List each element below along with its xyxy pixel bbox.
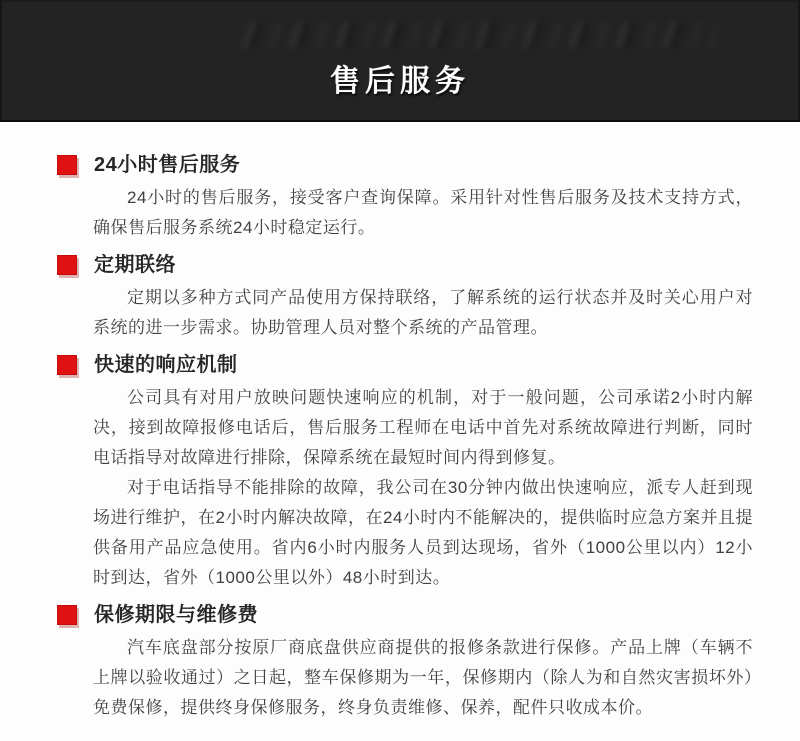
red-square-bullet-icon: [57, 605, 77, 625]
section-heading: 保修期限与维修费: [94, 604, 258, 626]
page-header: [0, 0, 800, 122]
red-square-bullet-icon: [57, 255, 77, 275]
content-area: [0, 122, 800, 723]
watermark-smudge: [233, 22, 717, 48]
section-paragraph: 24小时的售后服务，接受客户查询保障。采用针对性售后服务及技术支持方式，确保售后服务系统24小时稳定运行。: [93, 188, 753, 237]
section-paragraph: 公司具有对用户放映问题快速响应的机制，对于一般问题，公司承诺2小时内解决，接到故障报修电话后，售后服务工程师在电话中首先对系统故障进行判断，同时电话指导对故障进行排除，保障系统在最短时间内得到修复。: [93, 388, 753, 467]
section-heading: 快速的响应机制: [94, 354, 238, 376]
section-paragraph: 定期以多种方式同产品使用方保持联络，了解系统的运行状态并及时关心用户对系统的进一步需求。协助管理人员对整个系统的产品管理。: [93, 288, 753, 337]
page-title: 售后服务: [330, 65, 470, 98]
section-heading: 24小时售后服务: [94, 154, 241, 176]
section-regular-contact: [57, 252, 755, 278]
section-rapid-response: [57, 352, 755, 378]
section-paragraph: 对于电话指导不能排除的故障，我公司在30分钟内做出快速响应，派专人赶到现场进行维护，在2小时内解决故障，在24小时内不能解决的，提供临时应急方案并且提供备用产品应急使用。省内6小时内服务人员到达现场，省外（1000公里以内）12小时到达，省外（1000公里以外）48小时到达。: [93, 478, 753, 587]
section-paragraph: 汽车底盘部分按原厂商底盘供应商提供的报修条款进行保修。产品上牌（车辆不上牌以验收通过）之日起，整车保修期为一年，保修期内（除人为和自然灾害损坏外）免费保修，提供终身保修服务，终身负责维修、保养，配件只收成本价。: [93, 638, 753, 717]
section-24h-service: [57, 152, 755, 178]
red-square-bullet-icon: [57, 155, 77, 175]
section-warranty: [57, 602, 755, 628]
section-heading: 定期联络: [94, 254, 176, 276]
red-square-bullet-icon: [57, 355, 77, 375]
